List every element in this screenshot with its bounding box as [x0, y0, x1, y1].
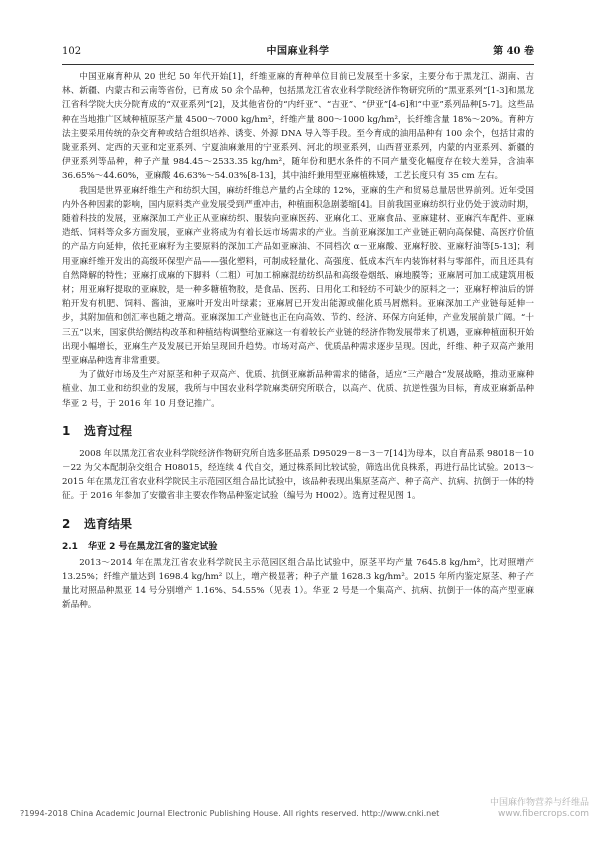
copyright-notice: ?1994-2018 China Academic Journal Electronic Publishing House. All rights reserved. http://www.cnki.net: [20, 809, 440, 818]
watermark-text: 中国麻作物营养与纤维品: [489, 798, 589, 808]
section-title: 选育结果: [84, 516, 133, 531]
watermark-url: www.fibercrops.com: [498, 809, 589, 819]
intro-paragraph-3: 为了做好市场及生产对原茎和种子双高产、优质、抗倒亚麻新品种需求的储备，适应“三产融合”发展战略，推动亚麻种植业、加工业和纺织业的发展，我所与中国农业科学院麻类研究所联合，以高产、优质、抗逆性强为目标，育成亚麻新品种华亚 2 号，于 2016 年 10 月登记推广。: [62, 370, 534, 409]
section-number: 1: [62, 423, 71, 438]
page-number: 102: [62, 46, 82, 57]
header-rule: [62, 64, 534, 65]
running-header: [62, 44, 534, 60]
intro-paragraph-1: 中国亚麻育种从 20 世纪 50 年代开始[1]，纤维亚麻的育种单位目前已发展至十多家，主要分布于黑龙江、湖南、吉林、新疆、内蒙古和云南等省份，已育成 50 余个品种，包括黑龙江省农业科学院经济作物研究所的“黑亚系列”[1-3]和黑龙江省科学院大庆分院育成的“双亚系列”[2]，及其他省份的“内纤亚”、“吉亚”、“伊亚”[4-6]和“中亚”系列品种[5-7]。这些品种在当地推广区域种植原茎产量 4500～7000 kg/hm²，纤维产量 800～1000 kg/hm²，长纤维含量 18%～20%。育种方法主要采用传统的杂交育种或结合组织培养、诱变、外源 DNA 导入等手段。至今育成的油用品种有 100 余个，包括甘肃的陇亚系列、定西的天亚和定亚系列、宁夏油麻兼用的宁亚系列、河北的坝亚系列，山西晋亚系列，内蒙的内亚系列、新疆的伊亚系列等品种，种子产量 984.45～2533.35 kg/hm²，随年份和肥水条件的不同产量变化幅度存在较大差异，含油率 36.65%～44.60%，亚麻酸 46.63%～54.03%[8-13]，其中油纤兼用型亚麻植株矮，工艺长度只有 35 cm 左右。: [62, 72, 534, 182]
site-watermark: [490, 798, 589, 820]
section-title: 选育过程: [84, 423, 133, 438]
subsection-title: 华亚 2 号在黑龙江省的鉴定试验: [88, 541, 218, 552]
page-footer: [0, 798, 595, 822]
section-number: 2: [62, 516, 71, 531]
article-body: [62, 70, 534, 613]
volume-label: 第 40 卷: [493, 46, 534, 57]
intro-paragraph-2: 我国是世界亚麻纤维生产和纺织大国，麻纺纤维总产量约占全球的 12%，亚麻的生产和贸易总量居世界前列。近年受国内外各种因素的影响，国内原料类产业发展受到严重冲击，种植面积急剧萎缩[4]。目前我国亚麻纺织行业仍处于波动时期，随着科技的发展，亚麻深加工产业正从亚麻纺织、服装向亚麻医药、亚麻化工、亚麻食品、亚麻建材、亚麻汽车配件、亚麻造纸、饲料等众多方面发展，亚麻产业将成为有着长远市场需求的产业。当前亚麻深加工产业链正朝向高保健、高医疗价值的产品方向延伸，依托亚麻籽为主要原料的深加工产品如亚麻油、不同档次 α－亚麻酸、亚麻籽胶、亚麻籽油等[5-13]；利用亚麻纤维开发出的高级环保型产品——强化塑料，可制成轻量化、高强度、低成本汽车内装饰材料与零部件，而且还具有自然降解的特性；亚麻打成麻的下脚料（二粗）可加工棉麻混纺纺织品和高级卷烟纸、麻地膜等；亚麻屑可加工成建筑用板材；用亚麻籽提取的亚麻胶，是一种多糖植物胶，是食品、医药、日用化工和轻纺不可缺少的原料之一；亚麻籽榨油后的饼粕开发有机肥、饲料、酱油，亚麻叶开发出叶绿素；亚麻屑已开发出能源或催化质马屑燃料。亚麻深加工产业链每延伸一步，其附加值和创汇率也随之增高。亚麻深加工产业链也正在向高效、节约、经济、环保方向延伸，产业发展前景广阔。“十三五”以来，国家供给侧结构改革和种植结构调整给亚麻这一有着较长产业链的经济作物发展带来了机遇，亚麻种植面积开始出现小幅增长，亚麻生产及发展已开始呈现回升趋势。市场对高产、优质品种需求逐步呈现。因此，纤维、种子双高产兼用型亚麻品种选育非常重要。: [62, 185, 534, 367]
subsection-heading: [62, 540, 534, 554]
section-heading-breeding-process: [62, 423, 534, 439]
section-heading-breeding-results: [62, 516, 534, 532]
subsection-number: 2.1: [62, 541, 78, 552]
breeding-process-paragraph: 2008 年以黑龙江省农业科学院经济作物研究所自选多胚品系 D95029－8－3－7[14]为母本，以自育品系 98018－10－22 为父本配制杂交组合 H08015，经连续 4 代自交，通过株系间比较试验，筛选出优良株系，再进行品比试验。2013～2015 年在黑龙江省农业科学院民主示范园区组合品比试验中，该品种表现出集原茎高产、种子高产、抗病、抗倒于一体的特征。于 2016 年参加了安徽省非主要农作物品种鉴定试验（编号为 H002）。选育过程见图 1。: [62, 448, 534, 502]
trial-results-paragraph: 2013～2014 年在黑龙江省农业科学院民主示范园区组合品比试验中，原茎平均产量 7645.8 kg/hm²，比对照增产 13.25%；纤维产量达到 1698.4 kg/hm² 以上，增产极显著；种子产量 1628.3 kg/hm²。2015 年所内鉴定原茎、种子产量比对照品种黑亚 14 号分别增产 1.16%、54.55%（见表 1）。华亚 2 号是一个集高产、抗病、抗倒于一体的高产型亚麻新品种。: [62, 557, 534, 611]
journal-title: 中国麻业科学: [266, 46, 330, 57]
